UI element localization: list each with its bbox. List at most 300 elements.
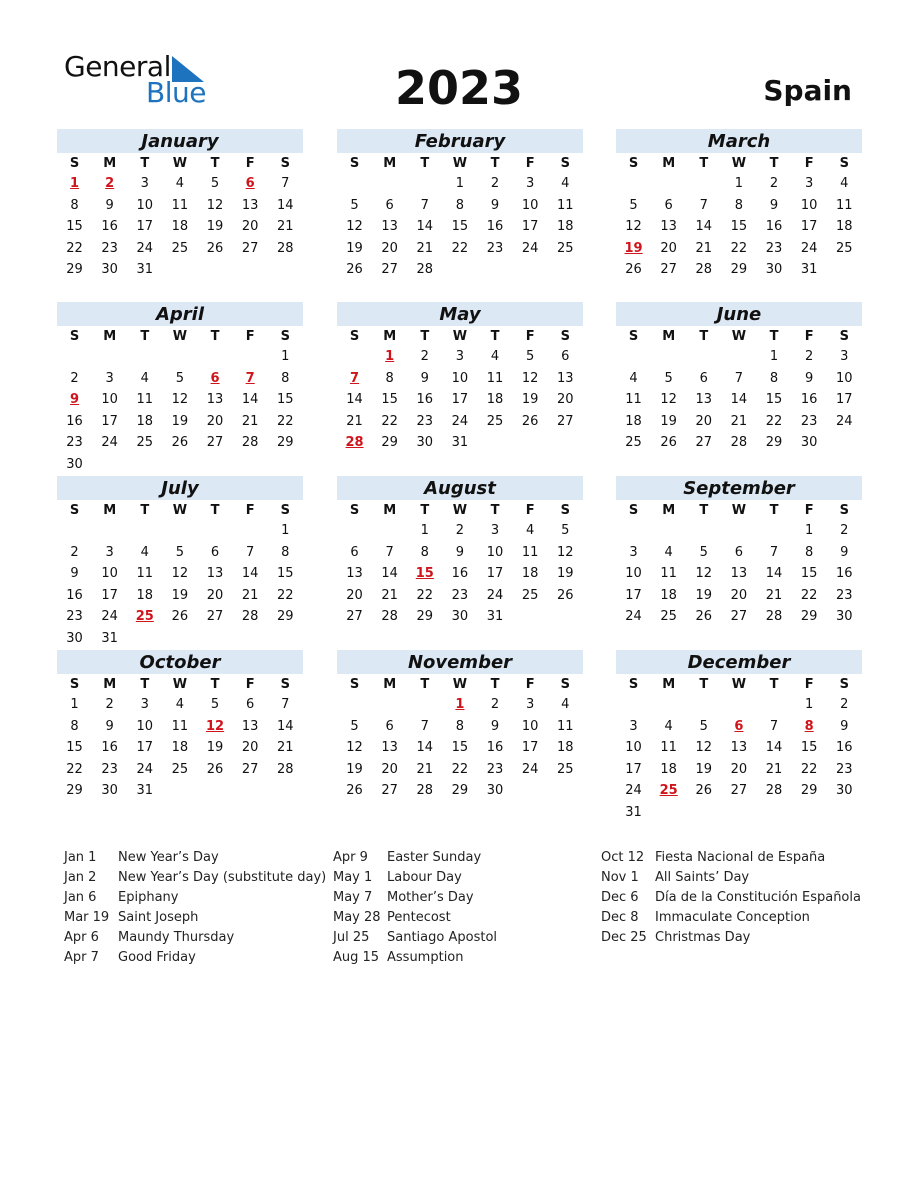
holiday-date: Jul 25 bbox=[333, 930, 370, 945]
empty-cell bbox=[233, 628, 268, 650]
day-cell: 22 bbox=[66, 240, 83, 256]
day-cell: 24 bbox=[521, 240, 539, 256]
day-cell: 18 bbox=[660, 587, 677, 603]
empty-cell bbox=[757, 694, 792, 716]
week-row bbox=[337, 346, 583, 368]
holiday-day: 2 bbox=[105, 176, 115, 191]
day-cell: 20 bbox=[381, 240, 398, 256]
holiday-name: Saint Joseph bbox=[118, 910, 199, 925]
holiday-entry bbox=[601, 908, 861, 928]
day-cell: 30 bbox=[66, 630, 83, 646]
weekday-label: T bbox=[769, 677, 779, 692]
day-cell: 28 bbox=[241, 435, 259, 451]
day-cell: 7 bbox=[420, 718, 429, 734]
day-cell: 25 bbox=[171, 240, 189, 256]
empty-cell bbox=[92, 454, 127, 476]
weekday-label: M bbox=[103, 677, 117, 692]
day-cell: 4 bbox=[175, 176, 185, 191]
empty-cell bbox=[442, 259, 477, 281]
day-cell: 20 bbox=[346, 587, 363, 603]
weekday-label: F bbox=[245, 677, 255, 692]
day-cell: 22 bbox=[277, 413, 294, 429]
empty-cell bbox=[721, 802, 756, 824]
day-cell: 3 bbox=[105, 370, 114, 386]
week-row bbox=[57, 606, 303, 628]
day-cell: 5 bbox=[561, 523, 570, 538]
holiday-day: 9 bbox=[70, 392, 80, 408]
day-cell: 18 bbox=[521, 566, 539, 582]
day-cell: 18 bbox=[136, 413, 154, 429]
day-cell: 22 bbox=[451, 761, 469, 777]
empty-cell bbox=[407, 694, 442, 716]
holiday-name: All Saints’ Day bbox=[655, 870, 750, 885]
day-cell: 18 bbox=[171, 740, 189, 756]
day-cell: 14 bbox=[277, 197, 294, 213]
day-cell: 9 bbox=[490, 197, 500, 213]
day-cell: 13 bbox=[381, 740, 398, 756]
day-cell: 1 bbox=[420, 523, 429, 538]
day-cell: 28 bbox=[695, 262, 713, 278]
holiday-date: May 1 bbox=[333, 870, 373, 885]
day-cell: 7 bbox=[281, 697, 290, 712]
day-cell: 19 bbox=[660, 413, 677, 429]
day-cell: 2 bbox=[70, 370, 79, 386]
weekday-label: S bbox=[349, 329, 360, 344]
day-cell: 10 bbox=[136, 197, 154, 213]
week-row bbox=[337, 716, 583, 738]
day-cell: 6 bbox=[734, 544, 744, 560]
day-cell: 13 bbox=[206, 392, 224, 408]
weekday-label: S bbox=[69, 156, 80, 171]
day-cell: 20 bbox=[241, 219, 259, 235]
day-cell: 14 bbox=[241, 566, 259, 582]
week-row bbox=[616, 238, 862, 260]
day-cell: 14 bbox=[241, 392, 259, 408]
empty-cell bbox=[198, 454, 233, 476]
day-cell: 15 bbox=[451, 219, 469, 235]
day-cell: 15 bbox=[451, 740, 469, 756]
day-cell: 16 bbox=[836, 566, 853, 582]
week-row bbox=[616, 195, 862, 217]
weekday-label: S bbox=[280, 503, 290, 518]
holiday-date: Apr 7 bbox=[64, 950, 99, 965]
weekday-label: S bbox=[628, 156, 639, 171]
day-cell: 29 bbox=[66, 783, 83, 799]
day-cell: 13 bbox=[241, 718, 259, 734]
weekday-label: T bbox=[140, 329, 150, 344]
day-cell: 14 bbox=[416, 219, 434, 235]
day-cell: 4 bbox=[140, 370, 149, 386]
holiday-name: Santiago Apostol bbox=[387, 930, 498, 945]
day-cell: 2 bbox=[490, 176, 500, 191]
day-cell: 23 bbox=[101, 761, 118, 777]
day-cell: 11 bbox=[557, 197, 574, 213]
day-cell: 5 bbox=[175, 370, 185, 386]
day-cell: 27 bbox=[241, 240, 259, 256]
day-cell: 29 bbox=[765, 435, 783, 451]
month-title: September bbox=[616, 476, 862, 500]
week-row bbox=[337, 195, 583, 217]
day-cell: 22 bbox=[66, 761, 83, 777]
day-cell: 6 bbox=[664, 197, 673, 213]
day-cell: 30 bbox=[66, 456, 83, 472]
day-cell: 13 bbox=[381, 219, 398, 235]
day-cell: 6 bbox=[561, 349, 570, 364]
day-cell: 24 bbox=[836, 413, 853, 429]
day-cell: 19 bbox=[695, 587, 713, 603]
day-cell: 26 bbox=[695, 609, 713, 625]
day-cell: 22 bbox=[381, 413, 398, 429]
day-cell: 16 bbox=[416, 392, 434, 408]
day-cell: 23 bbox=[101, 240, 118, 256]
day-cell: 20 bbox=[206, 413, 224, 429]
day-cell: 10 bbox=[136, 718, 154, 734]
day-cell: 1 bbox=[805, 697, 814, 712]
empty-cell bbox=[721, 520, 756, 542]
day-cell: 13 bbox=[346, 566, 363, 582]
day-cell: 4 bbox=[175, 697, 185, 712]
day-cell: 27 bbox=[381, 262, 398, 278]
day-cell: 25 bbox=[557, 761, 574, 777]
day-cell: 6 bbox=[385, 718, 394, 734]
day-cell: 5 bbox=[664, 370, 673, 386]
day-cell: 28 bbox=[416, 783, 434, 799]
empty-cell bbox=[198, 520, 233, 542]
weekday-label: T bbox=[210, 329, 220, 344]
day-cell: 24 bbox=[101, 435, 118, 451]
weekday-label: W bbox=[731, 329, 747, 344]
day-cell: 27 bbox=[695, 435, 713, 451]
day-cell: 21 bbox=[416, 761, 434, 777]
day-cell: 30 bbox=[836, 609, 853, 625]
day-cell: 15 bbox=[730, 219, 748, 235]
weekday-label: T bbox=[769, 329, 779, 344]
holiday-name: Easter Sunday bbox=[387, 850, 482, 865]
holiday-entry bbox=[601, 868, 861, 888]
weekday-label: T bbox=[699, 677, 709, 692]
day-cell: 29 bbox=[381, 435, 398, 451]
day-cell: 24 bbox=[451, 413, 469, 429]
day-cell: 19 bbox=[557, 566, 574, 582]
day-cell: 22 bbox=[416, 587, 434, 603]
day-cell: 13 bbox=[660, 219, 677, 235]
week-row bbox=[57, 346, 303, 368]
day-cell: 30 bbox=[486, 783, 504, 799]
empty-cell bbox=[372, 694, 407, 716]
day-cell: 26 bbox=[521, 413, 539, 429]
day-cell: 26 bbox=[557, 587, 574, 603]
holiday-date: Apr 6 bbox=[64, 930, 99, 945]
day-cell: 5 bbox=[350, 718, 359, 734]
day-cell: 6 bbox=[699, 370, 708, 386]
weekday-label: M bbox=[383, 677, 397, 692]
empty-cell bbox=[513, 780, 548, 802]
day-cell: 25 bbox=[836, 240, 853, 256]
day-cell: 4 bbox=[664, 544, 673, 560]
weekday-label: F bbox=[245, 156, 255, 171]
empty-cell bbox=[616, 520, 651, 542]
week-row bbox=[616, 432, 862, 454]
empty-cell bbox=[686, 346, 721, 368]
day-cell: 31 bbox=[136, 262, 154, 278]
week-row bbox=[616, 259, 862, 281]
empty-cell bbox=[268, 628, 303, 650]
holiday-day: 1 bbox=[455, 697, 465, 712]
weekday-header bbox=[337, 500, 583, 520]
holiday-date: Aug 15 bbox=[333, 950, 380, 965]
weekday-label: S bbox=[349, 677, 360, 692]
day-cell: 15 bbox=[800, 740, 818, 756]
month-title: October bbox=[57, 650, 303, 674]
weekday-label: W bbox=[452, 503, 468, 518]
weekday-header bbox=[57, 326, 303, 346]
month-march bbox=[616, 129, 862, 281]
holiday-name: Immaculate Conception bbox=[655, 910, 810, 925]
day-cell: 26 bbox=[206, 761, 224, 777]
day-cell: 13 bbox=[241, 197, 259, 213]
day-cell: 10 bbox=[101, 392, 118, 408]
month-april bbox=[57, 302, 303, 476]
day-cell: 29 bbox=[730, 262, 748, 278]
day-cell: 27 bbox=[241, 761, 259, 777]
week-row bbox=[616, 606, 862, 628]
weekday-label: S bbox=[69, 677, 80, 692]
weekday-label: W bbox=[731, 503, 747, 518]
day-cell: 16 bbox=[66, 587, 83, 603]
week-row bbox=[616, 585, 862, 607]
day-cell: 8 bbox=[455, 197, 465, 213]
day-cell: 1 bbox=[281, 523, 290, 538]
weekday-label: M bbox=[383, 156, 397, 171]
week-row bbox=[616, 216, 862, 238]
holiday-day: 6 bbox=[210, 370, 220, 386]
logo-text-general: General bbox=[64, 50, 171, 83]
empty-cell bbox=[337, 346, 372, 368]
day-cell: 2 bbox=[840, 697, 849, 712]
holiday-day: 7 bbox=[350, 370, 360, 386]
week-row bbox=[337, 216, 583, 238]
day-cell: 26 bbox=[346, 262, 363, 278]
holiday-date: Jan 2 bbox=[64, 870, 97, 885]
day-cell: 31 bbox=[101, 630, 118, 646]
holiday-date: Dec 25 bbox=[601, 930, 647, 945]
day-cell: 26 bbox=[660, 435, 677, 451]
day-cell: 20 bbox=[206, 587, 224, 603]
day-cell: 14 bbox=[765, 740, 783, 756]
day-cell: 31 bbox=[625, 804, 642, 820]
week-row bbox=[337, 432, 583, 454]
day-cell: 20 bbox=[730, 587, 748, 603]
day-cell: 26 bbox=[625, 262, 642, 278]
day-cell: 16 bbox=[451, 566, 469, 582]
holiday-name: Labour Day bbox=[387, 870, 462, 885]
holiday-day: 25 bbox=[659, 783, 678, 799]
holiday-column bbox=[64, 848, 326, 968]
weekday-label: W bbox=[172, 156, 188, 171]
week-row bbox=[337, 606, 583, 628]
week-row bbox=[57, 759, 303, 781]
week-row bbox=[616, 173, 862, 195]
weekday-label: T bbox=[210, 503, 220, 518]
day-cell: 13 bbox=[557, 370, 574, 386]
holiday-date: May 28 bbox=[333, 910, 381, 925]
day-cell: 19 bbox=[521, 392, 539, 408]
day-cell: 5 bbox=[210, 176, 220, 191]
weekday-label: M bbox=[103, 156, 117, 171]
day-cell: 3 bbox=[105, 544, 114, 560]
day-cell: 23 bbox=[66, 435, 83, 451]
day-cell: 15 bbox=[277, 566, 294, 582]
day-cell: 10 bbox=[625, 740, 642, 756]
week-row bbox=[616, 694, 862, 716]
day-cell: 4 bbox=[526, 523, 535, 538]
weekday-label: S bbox=[560, 156, 570, 171]
holiday-entry bbox=[333, 888, 497, 908]
day-cell: 9 bbox=[769, 197, 779, 213]
day-cell: 24 bbox=[101, 609, 118, 625]
day-cell: 25 bbox=[136, 435, 154, 451]
month-title: February bbox=[337, 129, 583, 153]
day-cell: 11 bbox=[660, 566, 677, 582]
day-cell: 6 bbox=[350, 544, 359, 560]
empty-cell bbox=[757, 520, 792, 542]
day-cell: 23 bbox=[416, 413, 434, 429]
day-cell: 8 bbox=[455, 718, 465, 734]
week-row bbox=[616, 737, 862, 759]
empty-cell bbox=[233, 780, 268, 802]
day-cell: 18 bbox=[486, 392, 504, 408]
holiday-entry bbox=[601, 848, 861, 868]
day-cell: 30 bbox=[101, 783, 118, 799]
day-cell: 11 bbox=[836, 197, 853, 213]
week-row bbox=[57, 238, 303, 260]
empty-cell bbox=[548, 606, 583, 628]
day-cell: 31 bbox=[451, 435, 469, 451]
day-cell: 3 bbox=[455, 349, 465, 364]
empty-cell bbox=[513, 432, 548, 454]
month-title: July bbox=[57, 476, 303, 500]
day-cell: 19 bbox=[206, 219, 224, 235]
day-cell: 30 bbox=[836, 783, 853, 799]
week-row bbox=[57, 520, 303, 542]
day-cell: 9 bbox=[105, 197, 114, 213]
day-cell: 2 bbox=[805, 349, 814, 364]
day-cell: 17 bbox=[101, 413, 118, 429]
weekday-label: M bbox=[662, 677, 676, 692]
day-cell: 10 bbox=[521, 718, 539, 734]
day-cell: 21 bbox=[695, 240, 713, 256]
empty-cell bbox=[198, 780, 233, 802]
day-cell: 16 bbox=[101, 740, 118, 756]
day-cell: 9 bbox=[70, 566, 79, 582]
day-cell: 14 bbox=[277, 718, 294, 734]
weekday-label: F bbox=[245, 329, 255, 344]
day-cell: 7 bbox=[420, 197, 429, 213]
day-cell: 29 bbox=[451, 783, 469, 799]
empty-cell bbox=[198, 346, 233, 368]
day-cell: 12 bbox=[346, 219, 363, 235]
day-cell: 12 bbox=[695, 566, 713, 582]
day-cell: 31 bbox=[800, 262, 818, 278]
month-september bbox=[616, 476, 862, 628]
holiday-column bbox=[333, 848, 497, 968]
day-cell: 14 bbox=[765, 566, 783, 582]
empty-cell bbox=[372, 520, 407, 542]
weekday-label: T bbox=[699, 156, 709, 171]
day-cell: 23 bbox=[836, 761, 853, 777]
weekday-header bbox=[337, 674, 583, 694]
day-cell: 27 bbox=[346, 609, 363, 625]
day-cell: 12 bbox=[625, 219, 642, 235]
weekday-header bbox=[616, 326, 862, 346]
empty-cell bbox=[651, 346, 686, 368]
day-cell: 30 bbox=[416, 435, 434, 451]
day-cell: 16 bbox=[765, 219, 783, 235]
day-cell: 12 bbox=[695, 740, 713, 756]
day-cell: 19 bbox=[206, 740, 224, 756]
day-cell: 26 bbox=[171, 609, 189, 625]
empty-cell bbox=[127, 520, 162, 542]
day-cell: 26 bbox=[206, 240, 224, 256]
week-row bbox=[616, 520, 862, 542]
empty-cell bbox=[827, 802, 862, 824]
day-cell: 7 bbox=[246, 544, 255, 560]
weekday-label: T bbox=[210, 156, 220, 171]
day-cell: 21 bbox=[277, 219, 294, 235]
day-cell: 15 bbox=[277, 392, 294, 408]
day-cell: 11 bbox=[660, 740, 677, 756]
week-row bbox=[57, 216, 303, 238]
empty-cell bbox=[233, 259, 268, 281]
week-row bbox=[616, 389, 862, 411]
day-cell: 14 bbox=[695, 219, 713, 235]
day-cell: 4 bbox=[664, 718, 673, 734]
day-cell: 16 bbox=[486, 740, 504, 756]
day-cell: 5 bbox=[526, 349, 535, 364]
day-cell: 14 bbox=[381, 566, 398, 582]
day-cell: 11 bbox=[557, 718, 574, 734]
day-cell: 21 bbox=[765, 587, 783, 603]
day-cell: 30 bbox=[765, 262, 783, 278]
empty-cell bbox=[162, 259, 197, 281]
weekday-label: M bbox=[103, 503, 117, 518]
day-cell: 21 bbox=[765, 761, 783, 777]
empty-cell bbox=[651, 802, 686, 824]
empty-cell bbox=[162, 520, 197, 542]
week-row bbox=[337, 389, 583, 411]
empty-cell bbox=[513, 606, 548, 628]
empty-cell bbox=[337, 173, 372, 195]
weekday-label: F bbox=[804, 329, 814, 344]
holiday-date: May 7 bbox=[333, 890, 373, 905]
week-row bbox=[616, 563, 862, 585]
day-cell: 23 bbox=[765, 240, 783, 256]
day-cell: 17 bbox=[625, 761, 642, 777]
month-title: December bbox=[616, 650, 862, 674]
holiday-date: Dec 8 bbox=[601, 910, 639, 925]
day-cell: 7 bbox=[385, 544, 394, 560]
empty-cell bbox=[162, 454, 197, 476]
day-cell: 19 bbox=[346, 761, 363, 777]
holiday-entry bbox=[64, 888, 326, 908]
empty-cell bbox=[651, 694, 686, 716]
day-cell: 23 bbox=[800, 413, 818, 429]
holiday-entry bbox=[333, 848, 497, 868]
week-row bbox=[616, 346, 862, 368]
day-cell: 10 bbox=[521, 197, 539, 213]
weekday-label: M bbox=[383, 503, 397, 518]
day-cell: 25 bbox=[557, 240, 574, 256]
